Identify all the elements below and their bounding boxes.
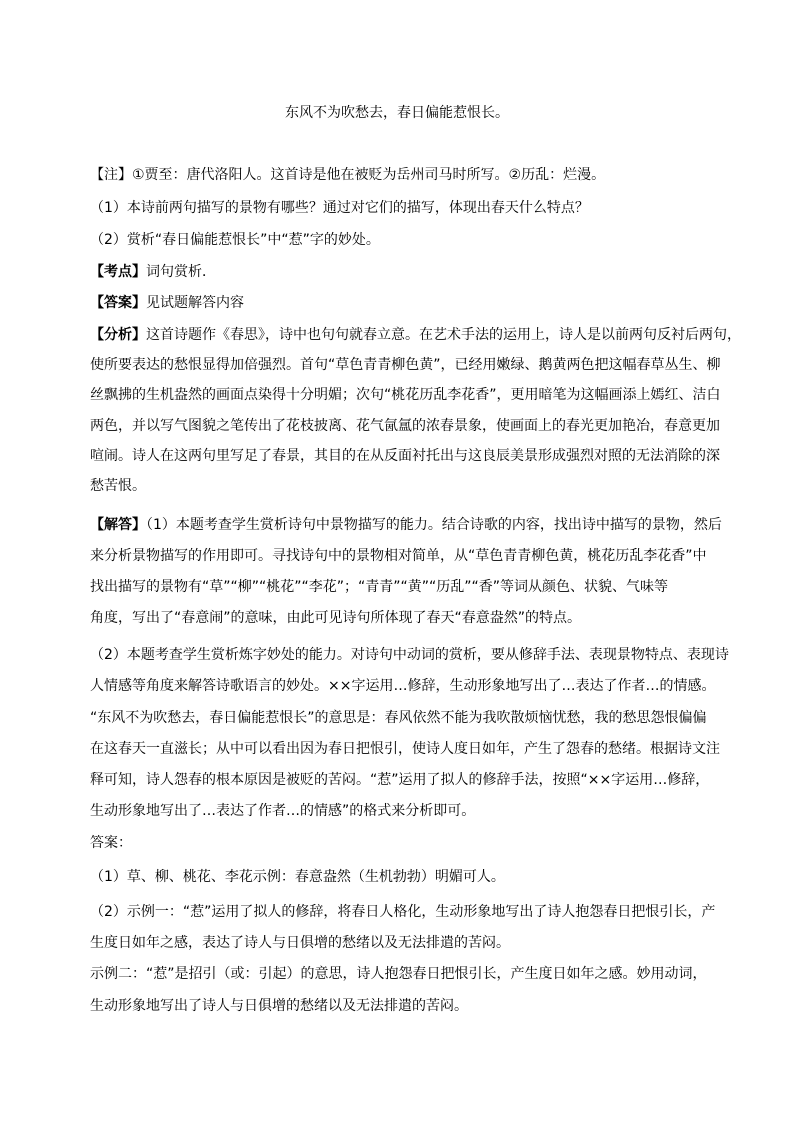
solution-line	[90, 515, 730, 535]
answer-item: （1）草、柳、桃花、李花示例：春意盎然（生机勃勃）明媚可人。	[90, 869, 505, 885]
kaodian-text: 词句赏析．	[146, 264, 216, 280]
solution-line: 找出描写的景物有“草”“柳”“桃花”“李花”；“青青”“黄”“历乱”“香”等词从颜色、状貌、气味等	[90, 579, 669, 595]
analysis-line: 两色，并以写气图貌之笔传出了花枝披离、花气氤氲的浓春景象，使画面上的春光更加艳冶，春意更加	[90, 418, 720, 434]
note: 【注】①贾至：唐代洛阳人。这首诗是他在被贬为岳州司马时所写。②历乱：烂漫。	[90, 167, 606, 183]
answer-item: 生动形象地写出了诗人与日俱增的愁绪以及无法排遣的苦闷。	[90, 998, 468, 1014]
solution-tag: 【解答】	[90, 517, 146, 533]
answer-tag: 【答案】	[90, 295, 146, 311]
question-2: （2）赏析“春日偏能惹恨长”中“惹”字的妙处。	[90, 232, 380, 248]
kaodian-line	[90, 262, 730, 282]
answers-label: 答案：	[90, 835, 132, 851]
solution-line: 角度，写出了“春意闹”的意味，由此可见诗句所体现了春天“春意盎然”的特点。	[90, 610, 582, 626]
analysis-text: 这首诗题作《春思》，诗中也句句就春立意。在艺术手法的运用上，诗人是以前两句反衬后两句，	[146, 327, 741, 343]
solution-line: （2）本题考查学生赏析炼字妙处的能力。对诗句中动词的赏析，要从修辞手法、表现景物特点、表现诗	[90, 647, 729, 663]
answer-item: （2）示例一：“惹”运用了拟人的修辞，将春日人格化，生动形象地写出了诗人抱怨春日把恨引长，产	[90, 904, 716, 920]
analysis-tag: 【分析】	[90, 327, 146, 343]
solution-line: 生动形象地写出了…表达了作者…的情感”的格式来分析即可。	[90, 803, 476, 819]
poem-line: 东风不为吹愁去，春日偏能惹恨长。	[285, 105, 509, 121]
solution-line: “东风不为吹愁去，春日偏能惹恨长”的意思是：春风依然不能为我吹散烦恼忧愁，我的愁思怨恨偏偏	[90, 710, 707, 726]
solution-line: 人情感等角度来解答诗歌语言的妙处。××字运用…修辞，生动形象地写出了…表达了作者…的情感。	[90, 678, 716, 694]
solution-line: 来分析景物描写的作用即可。寻找诗句中的景物相对简单，从“草色青青柳色黄，桃花历乱李花香”中	[90, 548, 707, 564]
solution-line: 在这春天一直滋长；从中可以看出因为春日把恨引，使诗人度日如年，产生了怨春的愁绪。根据诗文注	[90, 741, 720, 757]
analysis-line	[90, 325, 741, 345]
solution-line: 释可知，诗人怨春的根本原因是被贬的苦闷。“惹”运用了拟人的修辞手法，按照“××字运用…修辞，	[90, 772, 710, 788]
question-1: （1）本诗前两句描写的景物有哪些？通过对它们的描写，体现出春天什么特点？	[90, 200, 589, 216]
answer-item: 生度日如年之感，表达了诗人与日俱增的愁绪以及无法排遣的苦闷。	[90, 935, 510, 951]
analysis-line: 喧闹。诗人在这两句里写足了春景，其目的在从反面衬托出与这良辰美景形成强烈对照的无法消除的深	[90, 448, 720, 464]
answer-text: 见试题解答内容	[146, 295, 244, 311]
answer-line	[90, 293, 730, 313]
solution-text: （1）本题考查学生赏析诗句中景物描写的能力。结合诗歌的内容，找出诗中描写的景物，然后	[146, 517, 722, 533]
analysis-line: 丝飘拂的生机盎然的画面点染得十分明媚；次句“桃花历乱李花香”，更用暗笔为这幅画添上嫣红、洁白	[90, 387, 721, 403]
answer-item: 示例二：“惹”是招引（或：引起）的意思，诗人抱怨春日把恨引长，产生度日如年之感。妙用动词，	[90, 966, 707, 982]
kaodian-tag: 【考点】	[90, 264, 146, 280]
analysis-line: 使所要表达的愁恨显得加倍强烈。首句“草色青青柳色黄”，已经用嫩绿、鹅黄两色把这幅春草丛生、柳	[90, 357, 721, 373]
analysis-line: 愁苦恨。	[90, 478, 146, 494]
